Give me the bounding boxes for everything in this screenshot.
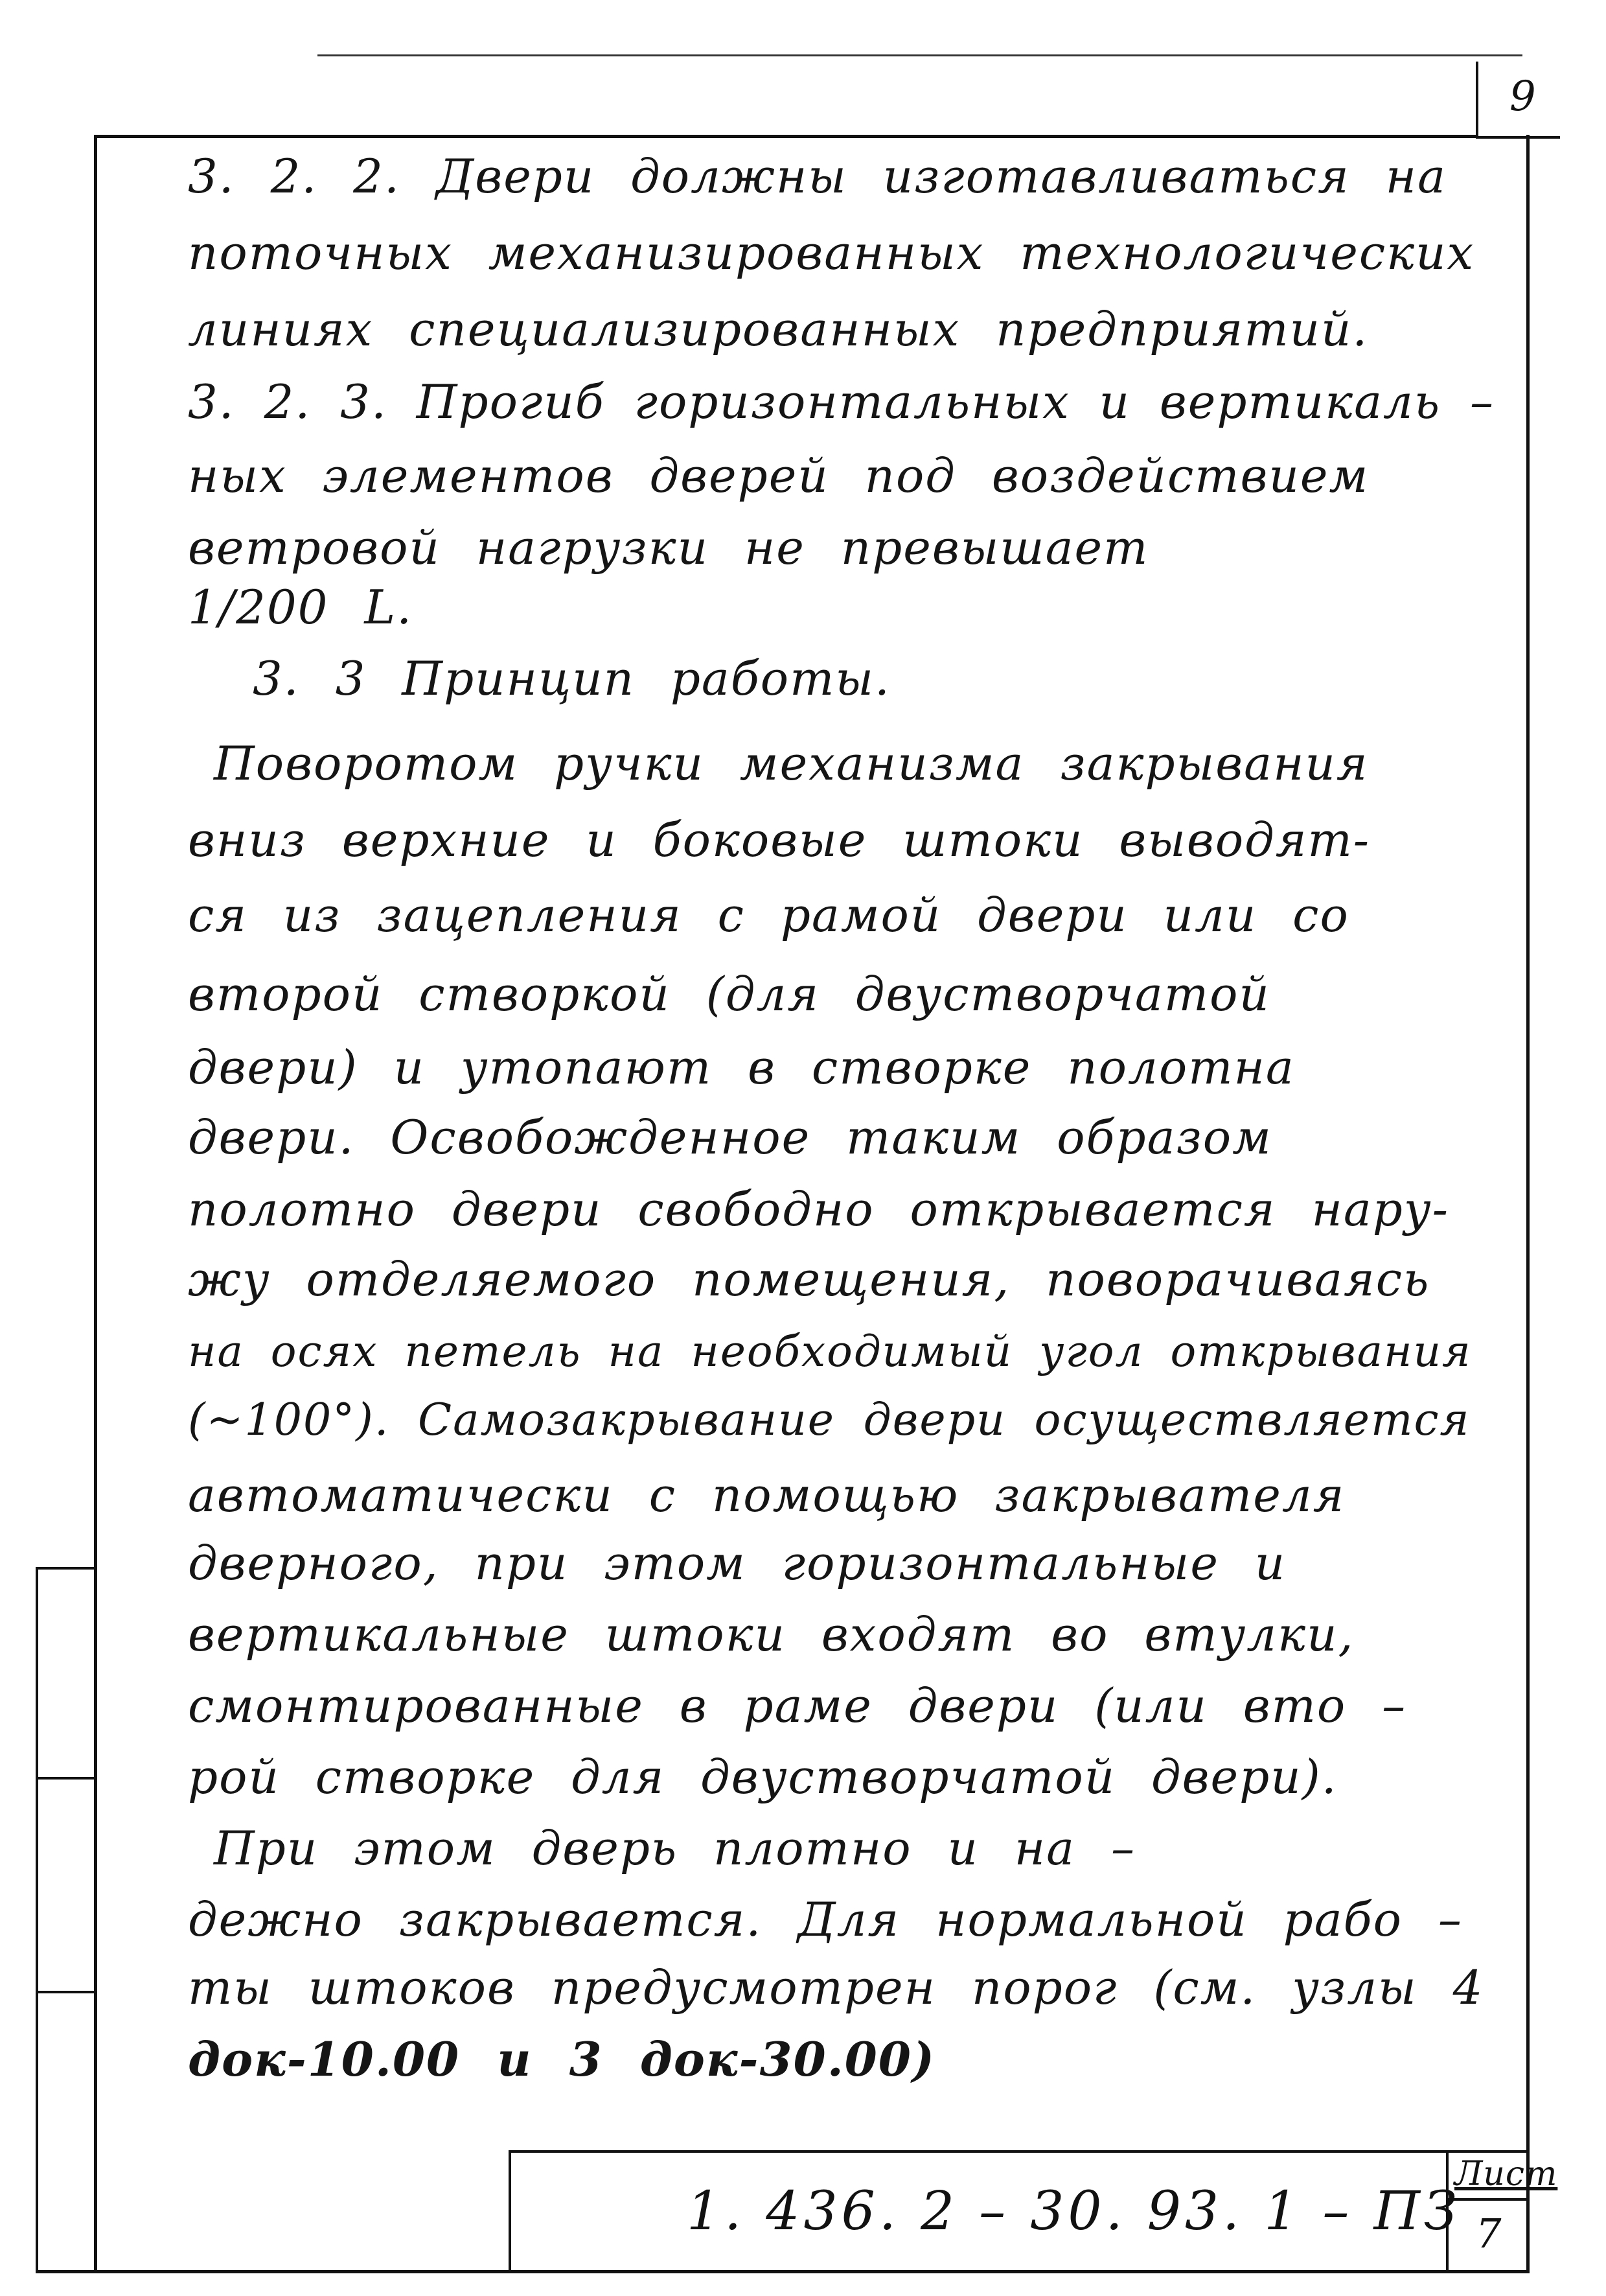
text-line: (~100°). Самозакрывание двери осуществляется <box>188 1395 1471 1446</box>
text-line: линиях специализированных предприятий. <box>188 302 1369 356</box>
sheet-label: Лист <box>1454 2155 1558 2194</box>
page-number-box-bottom <box>1476 136 1560 139</box>
text-line: полотно двери свободно открывается нару- <box>188 1182 1449 1236</box>
text-line: вертикальные штоки входят во втулки, <box>188 1607 1355 1662</box>
margin-strip-line-3 <box>36 1991 97 1993</box>
margin-strip-left <box>36 1567 38 2273</box>
text-line: ты штоков предусмотрен порог (см. узлы 4 <box>188 1960 1484 2015</box>
text-line: Поворотом ручки механизма закрывания <box>214 736 1369 791</box>
text-line: второй створкой (для двустворчатой <box>188 967 1270 1021</box>
frame-top <box>94 135 1476 138</box>
text-line: поточных механизированных технологических <box>188 226 1475 280</box>
document-code: 1. 436. 2 – 30. 93. 1 – ПЗ <box>687 2181 1462 2242</box>
top-thin-rule <box>317 54 1522 56</box>
margin-strip-line-1 <box>36 1567 97 1570</box>
text-line: ся из зацепления с рамой двери или со <box>188 888 1349 942</box>
title-block-left <box>509 2150 511 2273</box>
text-line: двери) и утопают в створке полотна <box>188 1040 1295 1095</box>
text-line: При этом дверь плотно и на – <box>214 1821 1136 1875</box>
sheet-number: 7 <box>1476 2210 1504 2257</box>
text-line: дверного, при этом горизонтальные и <box>188 1536 1287 1590</box>
text-line: док-10.00 и 3 док-30.00) <box>188 2032 936 2087</box>
title-block-top <box>509 2150 1529 2153</box>
margin-strip-line-2 <box>36 1777 97 1780</box>
text-line: на осях петель на необходимый угол открывания <box>188 1327 1472 1376</box>
section-heading: 3. 3 Принцип работы. <box>253 651 891 706</box>
text-line: ветровой нагрузки не превышает <box>188 520 1149 575</box>
text-line: ных элементов дверей под воздействием <box>188 448 1370 503</box>
text-line: дежно закрывается. Для нормальной рабо – <box>188 1892 1463 1947</box>
text-line: 3. 2. 2. Двери должны изготавливаться на <box>188 149 1447 203</box>
text-line: 1/200 L. <box>188 580 413 634</box>
page-number: 9 <box>1509 73 1538 121</box>
text-line: рой створке для двустворчатой двери). <box>188 1750 1338 1804</box>
frame-right <box>1526 135 1530 2273</box>
text-line: вниз верхние и боковые штоки выводят- <box>188 813 1371 867</box>
page-number-box-left <box>1476 62 1478 138</box>
text-line: смонтированные в раме двери (или вто – <box>188 1678 1407 1733</box>
text-line: 3. 2. 3. Прогиб горизонтальных и вертикаль – <box>188 375 1495 429</box>
frame-left <box>94 135 97 2273</box>
text-line: жу отделяемого помещения, поворачиваясь <box>188 1252 1430 1306</box>
frame-bottom <box>36 2270 1530 2273</box>
text-line: двери. Освобожденное таким образом <box>188 1110 1272 1165</box>
text-line: автоматически с помощью закрывателя <box>188 1468 1346 1522</box>
